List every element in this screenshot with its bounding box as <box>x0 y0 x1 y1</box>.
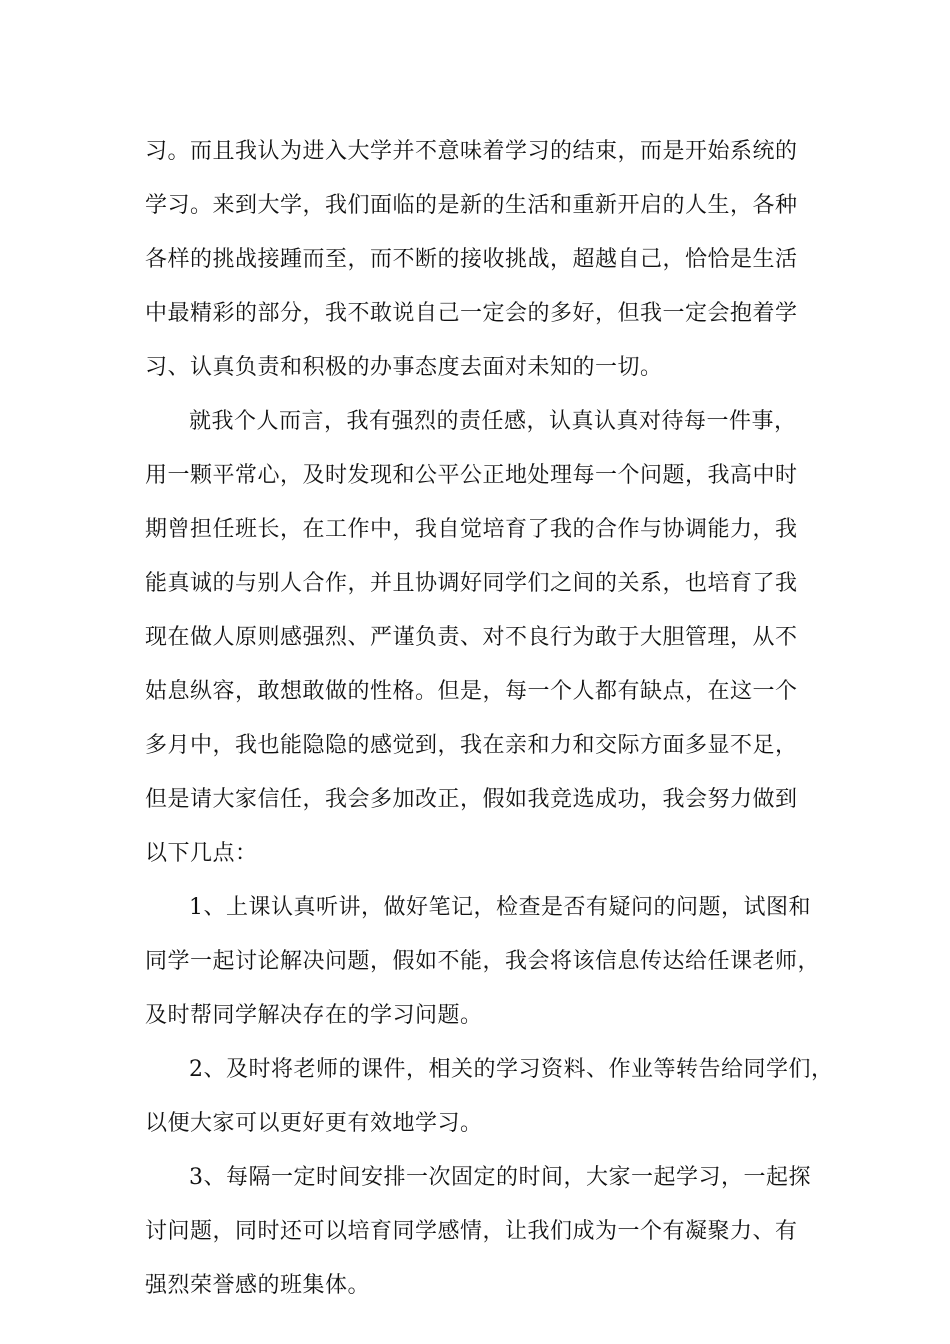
text-line: 习。而且我认为进入大学并不意味着学习的结束，而是开始系统的 <box>145 139 798 164</box>
text-line: 学习。来到大学，我们面临的是新的生活和重新开启的人生，各种 <box>145 193 798 218</box>
text-line: 同学一起讨论解决问题，假如不能，我会将该信息传达给任课老师， <box>145 949 821 974</box>
text-line: 用一颗平常心，及时发现和公平公正地处理每一个问题，我高中时 <box>145 463 798 488</box>
document-body <box>145 125 834 1313</box>
text-line: 以便大家可以更好更有效地学习。 <box>145 1111 483 1136</box>
text-line: 姑息纵容，敢想敢做的性格。但是，每一个人都有缺点，在这一个 <box>145 679 798 704</box>
paragraph-4 <box>145 1043 834 1151</box>
paragraph-3 <box>145 881 821 1043</box>
text-line: 及时帮同学解决存在的学习问题。 <box>145 1003 483 1028</box>
text-line: 就我个人而言，我有强烈的责任感，认真认真对待每一件事， <box>189 409 797 434</box>
text-line: 中最精彩的部分，我不敢说自己一定会的多好，但我一定会抱着学 <box>145 301 798 326</box>
text-line: 能真诚的与别人合作，并且协调好同学们之间的关系，也培育了我 <box>145 571 798 596</box>
text-line: 1、上课认真听讲，做好笔记，检查是否有疑问的问题，试图和 <box>189 895 811 920</box>
text-line: 习、认真负责和积极的办事态度去面对未知的一切。 <box>145 355 663 380</box>
paragraph-5 <box>145 1151 815 1313</box>
text-line: 期曾担任班长，在工作中，我自觉培育了我的合作与协调能力，我 <box>145 517 798 542</box>
text-line: 讨问题，同时还可以培育同学感情，让我们成为一个有凝聚力、有 <box>145 1219 798 1244</box>
text-line: 以下几点： <box>145 841 258 866</box>
text-line: 多月中，我也能隐隐的感觉到，我在亲和力和交际方面多显不足， <box>145 733 798 758</box>
paragraph-2 <box>145 395 815 881</box>
text-line: 2、及时将老师的课件，相关的学习资料、作业等转告给同学们， <box>189 1057 834 1082</box>
text-line: 各样的挑战接踵而至，而不断的接收挑战，超越自己，恰恰是生活 <box>145 247 798 272</box>
text-line: 但是请大家信任，我会多加改正，假如我竞选成功，我会努力做到 <box>145 787 798 812</box>
text-line: 3、每隔一定时间安排一次固定的时间，大家一起学习，一起探 <box>189 1165 811 1190</box>
text-line: 现在做人原则感强烈、严谨负责、对不良行为敢于大胆管理，从不 <box>145 625 798 650</box>
paragraph-1 <box>145 125 815 395</box>
text-line: 强烈荣誉感的班集体。 <box>145 1273 371 1298</box>
